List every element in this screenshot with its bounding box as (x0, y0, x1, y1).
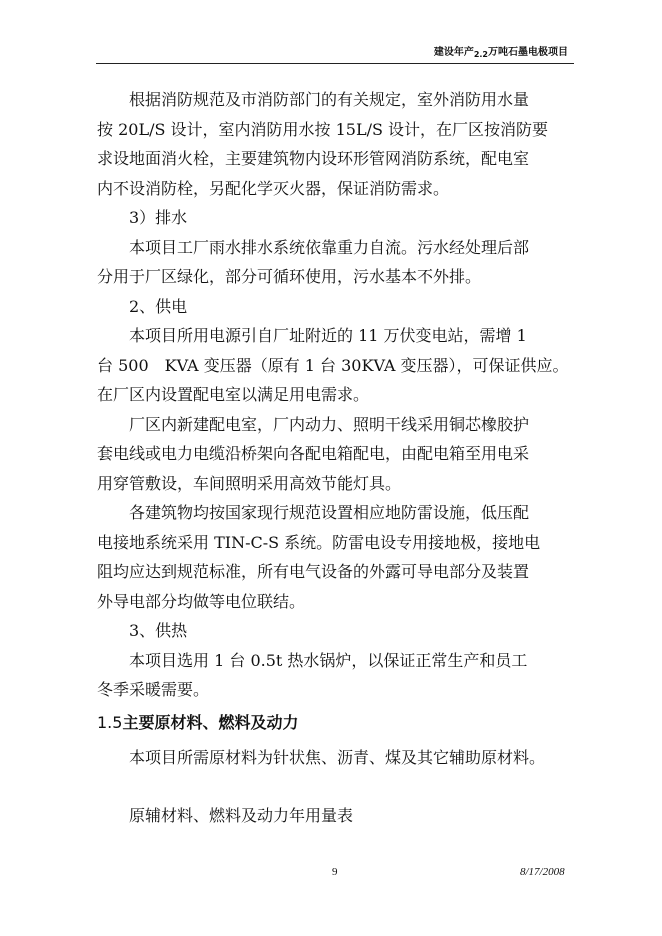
materials-paragraph: 本项目所需原材料为针状焦、沥青、煤及其它辅助原材料。 (97, 748, 546, 767)
text-line: 本项目所用电源引自厂址附近的 11 万伏变电站，需增 1 (97, 326, 527, 345)
text-line: 2、供电 (97, 296, 188, 316)
header-title-capacity: 2.2 (473, 50, 488, 59)
text-line: 求设地面消火栓，主要建筑物内设环形管网消防系统，配电室 (97, 149, 530, 168)
text-line: 按 20L/S 设计，室内消防用水按 15L/S 设计，在厂区按消防要 (97, 119, 549, 139)
header-title-suffix: 万吨石墨电极项目 (488, 47, 568, 58)
running-header (96, 44, 568, 62)
section-heading (97, 709, 587, 737)
page-number: 9 (332, 866, 338, 878)
text-line: 外导电部分均做等电位联结。 (97, 591, 306, 611)
table-caption: 原辅材料、燃料及动力年用量表 (97, 806, 354, 825)
text-line: 本项目工厂雨水排水系统依靠重力自流。污水经处理后部 (97, 237, 530, 257)
text-line: 套电线或电力电缆沿桥架向各配电箱配电，由配电箱至用电采 (97, 444, 530, 463)
text-line: 电接地系统采用 TIN-C-S 系统。防雷电设专用接地极，接地电 (97, 532, 541, 552)
footer-date: 8/17/2008 (520, 866, 565, 878)
text-line: 各建筑物均按国家现行规范设置相应地防雷设施，低压配 (97, 503, 530, 522)
text-line: 厂区内新建配电室，厂内动力、照明干线采用铜芯橡胶护 (97, 414, 530, 434)
text-line: 在厂区内设置配电室以满足用电需求。 (97, 385, 370, 404)
text-line: 3、供热 (97, 621, 188, 640)
text-line: 3）排水 (97, 208, 188, 227)
text-line: 根据消防规范及市消防部门的有关规定，室外消防用水量 (97, 90, 530, 109)
header-title-prefix: 建设年产 (433, 47, 474, 58)
text-line: 分用于厂区绿化，部分可循环使用，污水基本不外排。 (97, 267, 482, 286)
text-line: 内不设消防栓，另配化学灭火器，保证消防需求。 (97, 178, 450, 198)
text-line: 用穿管敷设，车间照明采用高效节能灯具。 (97, 473, 402, 493)
text-line: 冬季采暖需要。 (97, 680, 210, 699)
section-number: 1.5 (97, 713, 123, 732)
text-line: 阻均应达到规范标准，所有电气设备的外露可导电部分及装置 (97, 562, 530, 581)
section-title: 主要原材料、燃料及动力 (122, 713, 299, 732)
text-line: 台 500 KVA 变压器（原有 1 台 30KVA 变压器），可保证供应。 (97, 355, 569, 375)
text-line: 本项目选用 1 台 0.5t 热水锅炉，以保证正常生产和员工 (97, 650, 528, 670)
header-rule (96, 63, 574, 64)
